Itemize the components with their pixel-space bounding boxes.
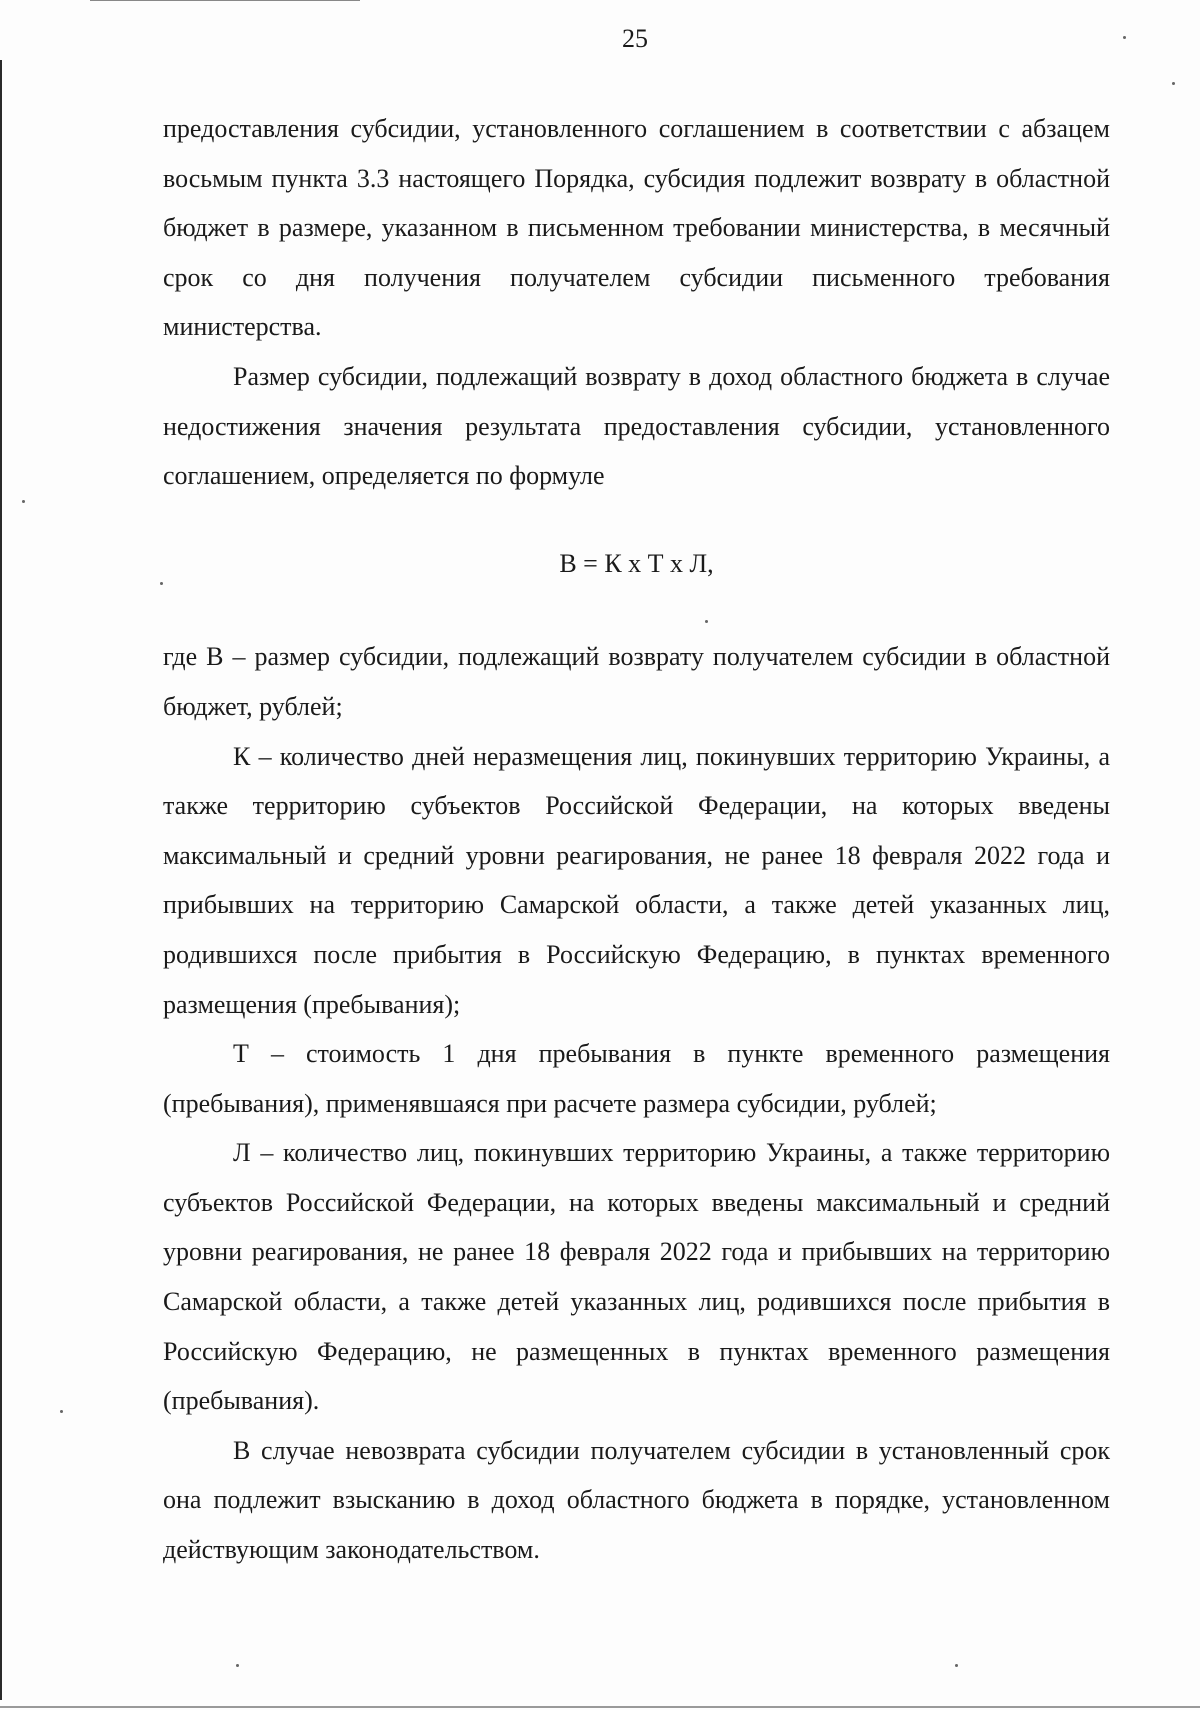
scan-speck	[1172, 82, 1175, 85]
paragraph-definition-t: Т – стоимость 1 дня пребывания в пункте временного размещения (пребывания), применявшаяся при расчете размера субсидии, рублей;	[163, 1039, 1110, 1118]
paragraph-continuation: предоставления субсидии, установленного соглашением в соответствии с абзацем восьмым пункта 3.3 настоящего Порядка, субсидия подлежит возврату в областной бюджет в размере, указанном в письменном требовании министерства, в месячный срок со дня получения получателем субсидии письменного требования министерства.	[163, 114, 1110, 342]
paragraph-definition-k: К – количество дней неразмещения лиц, покинувших территорию Украины, а также территорию субъектов Российской Федерации, на которых введены максимальный и средний уровни реагирования, не ранее 18 февраля 2022 года и прибывших на территорию Самарской области, а также детей указанных лиц, родившихся после прибытия в Российскую Федерацию, в пунктах временного размещения (пребывания);	[163, 741, 1110, 1019]
page-number: 25	[622, 24, 648, 53]
scan-speck	[955, 1664, 958, 1667]
scan-edge-top	[90, 0, 360, 1]
paragraph-definition-l: Л – количество лиц, покинувших территорию Украины, а также территорию субъектов Российской Федерации, на которых введены максимальный и средний уровни реагирования, не ранее 18 февраля 2022 года и прибывших на территорию Самарской области, а также детей указанных лиц, родившихся после прибытия в Российскую Федерацию, не размещенных в пунктах временного размещения (пребывания).	[163, 1138, 1110, 1416]
scan-speck	[22, 500, 25, 503]
scan-edge-left	[0, 60, 2, 1700]
scan-speck	[60, 1410, 63, 1413]
document-body	[163, 104, 1110, 1575]
paragraph-definition-b: где В – размер субсидии, подлежащий возврату получателем субсидии в областной бюджет, рублей;	[163, 642, 1110, 721]
scan-speck	[236, 1664, 239, 1667]
formula: В = К х Т х Л,	[559, 548, 714, 578]
scan-edge-bottom	[0, 1706, 1200, 1708]
paragraph-subsidy-size: Размер субсидии, подлежащий возврату в доход областного бюджета в случае недостижения значения результата предоставления субсидии, установленного соглашением, определяется по формуле	[163, 361, 1110, 491]
paragraph-non-return: В случае невозврата субсидии получателем субсидии в установленный срок она подлежит взысканию в доход областного бюджета в порядке, установленном действующим законодательством.	[163, 1435, 1110, 1565]
